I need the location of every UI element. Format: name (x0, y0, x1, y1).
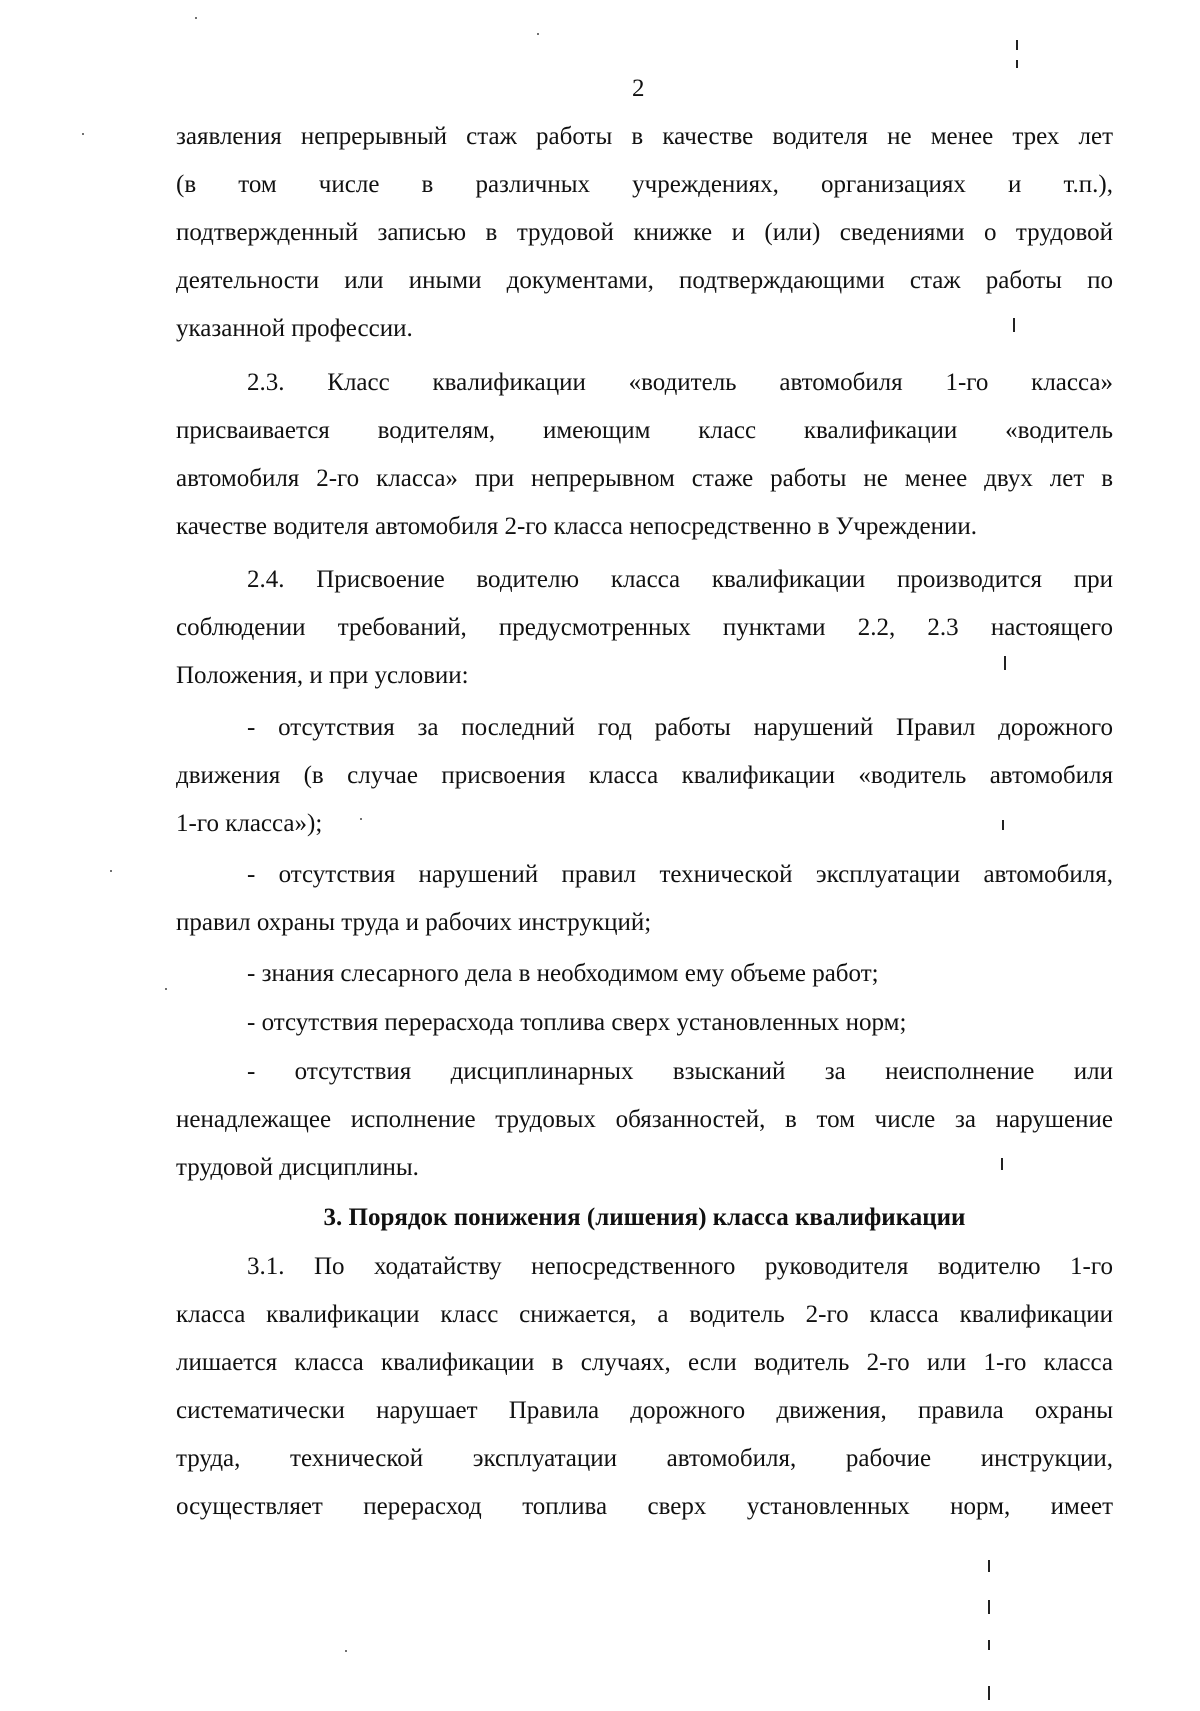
paragraph-3-1 (176, 1243, 1113, 1531)
scan-speck (165, 988, 167, 990)
paragraph-2-3 (176, 359, 1113, 551)
text-line: - знания слесарного дела в необходимом ему объеме работ; (247, 960, 879, 987)
list-item (176, 999, 1113, 1047)
text-line: ненадлежащее исполнение трудовых обязанностей, в том числе за нарушение (176, 1106, 1113, 1133)
scan-fold-mark (1013, 318, 1015, 332)
scan-speck (195, 17, 197, 19)
scan-speck (345, 1650, 347, 1652)
scan-speck (537, 33, 539, 35)
text-line: осуществляет перерасход топлива сверх установленных норм, имеет (176, 1493, 1113, 1520)
text-line: трудовой дисциплины. (176, 1154, 419, 1181)
list-item (176, 950, 1113, 998)
text-line: автомобиля 2-го класса» при непрерывном стаже работы не менее двух лет в (176, 465, 1113, 492)
page-number: 2 (632, 75, 645, 102)
scan-fold-mark (988, 1560, 990, 1572)
text-line: систематически нарушает Правила дорожного движения, правила охраны (176, 1397, 1113, 1424)
text-line: - отсутствия за последний год работы нарушений Правил дорожного (247, 714, 1113, 741)
text-line: подтвержденный записью в трудовой книжке и (или) сведениями о трудовой (176, 219, 1113, 246)
list-item (176, 851, 1113, 947)
scan-fold-mark (1001, 1158, 1003, 1170)
text-line: 2.3. Класс квалификации «водитель автомобиля 1-го класса» (247, 369, 1113, 396)
text-line: правил охраны труда и рабочих инструкций; (176, 909, 652, 936)
text-line: - отсутствия нарушений правил технической эксплуатации автомобиля, (247, 861, 1113, 888)
list-item (176, 1048, 1113, 1192)
scan-speck (360, 818, 362, 820)
text-line: деятельности или иными документами, подтверждающими стаж работы по (176, 267, 1113, 294)
text-line: труда, технической эксплуатации автомобиля, рабочие инструкции, (176, 1445, 1113, 1472)
text-line: Положения, и при условии: (176, 662, 469, 689)
text-line: - отсутствия перерасхода топлива сверх установленных норм; (247, 1009, 907, 1036)
text-line: класса квалификации класс снижается, а водитель 2-го класса квалификации (176, 1301, 1113, 1328)
scan-fold-mark (988, 1686, 990, 1700)
text-line: соблюдении требований, предусмотренных пунктами 2.2, 2.3 настоящего (176, 614, 1113, 641)
text-line: 3.1. По ходатайству непосредственного руководителя водителю 1-го (247, 1253, 1113, 1280)
text-line: (в том числе в различных учреждениях, организациях и т.п.), (176, 171, 1113, 198)
scan-fold-mark (1002, 820, 1004, 830)
text-line: качестве водителя автомобиля 2-го класса непосредственно в Учреждении. (176, 513, 977, 540)
section-heading: 3. Порядок понижения (лишения) класса квалификации (323, 1204, 966, 1231)
text-line: 2.4. Присвоение водителю класса квалификации производится при (247, 566, 1113, 593)
scan-fold-mark (1004, 656, 1006, 670)
text-line: заявления непрерывный стаж работы в качестве водителя не менее трех лет (176, 123, 1113, 150)
scan-fold-mark (1016, 60, 1018, 68)
text-line: присваивается водителям, имеющим класс квалификации «водитель (176, 417, 1113, 444)
scan-fold-mark (1016, 40, 1018, 50)
scan-fold-mark (988, 1640, 990, 1650)
text-line: движения (в случае присвоения класса квалификации «водитель автомобиля (176, 762, 1113, 789)
text-line: 1-го класса»); (176, 810, 323, 837)
text-line: - отсутствия дисциплинарных взысканий за неисполнение или (247, 1058, 1113, 1085)
paragraph-stazh (176, 113, 1113, 353)
text-line: указанной профессии. (176, 315, 413, 342)
list-item (176, 704, 1113, 848)
scan-speck (82, 133, 84, 135)
scan-fold-mark (988, 1600, 990, 1614)
text-line: лишается класса квалификации в случаях, если водитель 2-го или 1-го класса (176, 1349, 1113, 1376)
scan-speck (110, 870, 112, 872)
paragraph-2-4 (176, 556, 1113, 700)
